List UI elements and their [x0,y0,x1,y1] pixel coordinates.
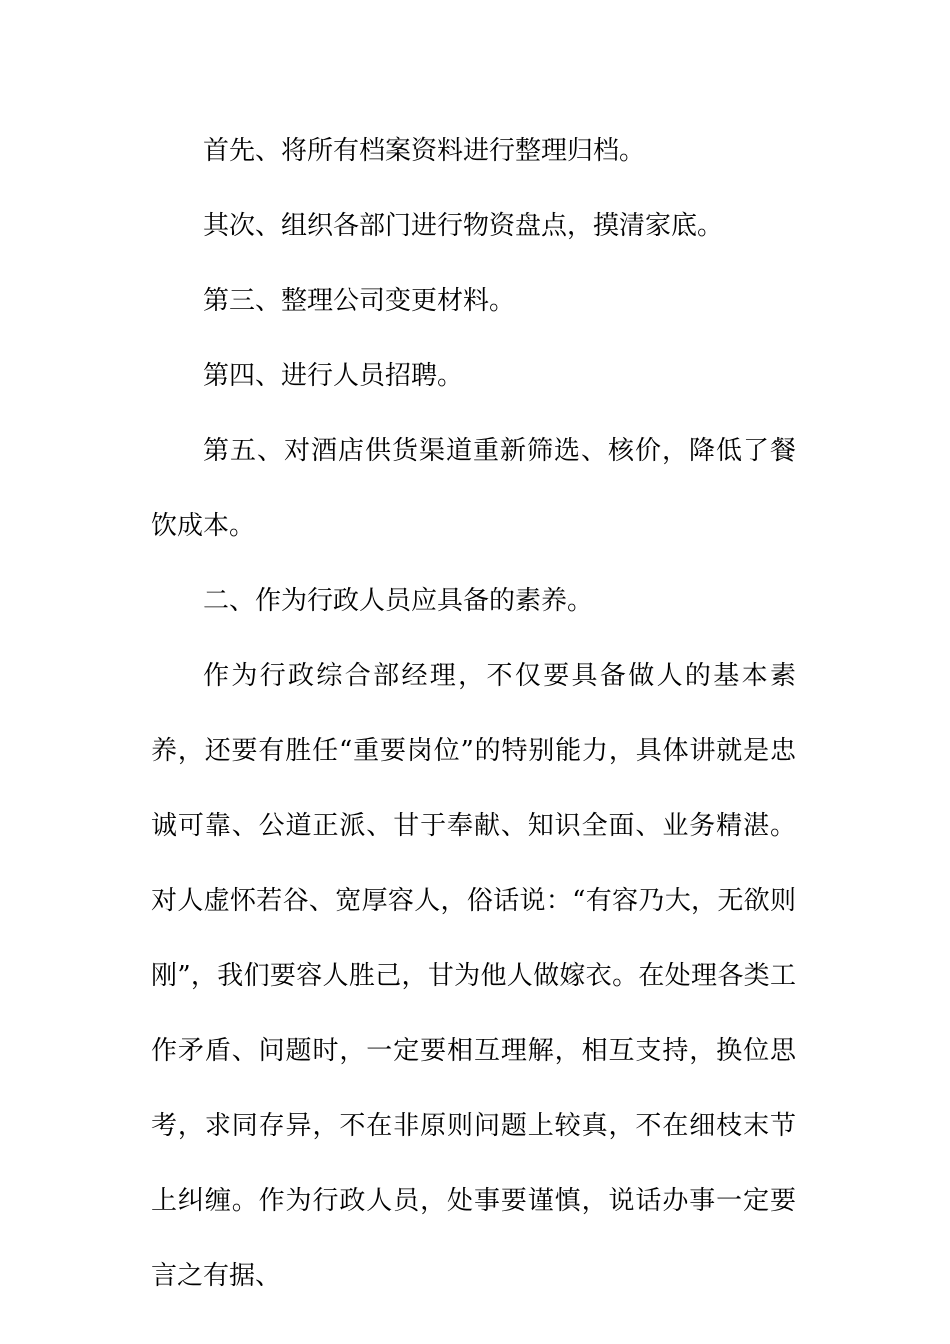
paragraph-inventory: 其次、组织各部门进行物资盘点，摸清家底。 [203,211,724,241]
paragraph-archive: 首先、将所有档案资料进行整理归档。 [203,136,646,166]
section-heading-qualities: 二、作为行政人员应具备的素养。 [203,586,594,616]
paragraph-recruitment: 第四、进行人员招聘。 [203,361,464,391]
paragraph-company-change: 第三、整理公司变更材料。 [203,286,516,316]
document-body [151,114,796,1314]
paragraph-manager-qualities: 作为行政综合部经理，不仅要具备做人的基本素养，还要有胜任“重要岗位”的特别能力，具体讲就是忠诚可靠、公道正派、甘于奉献、知识全面、业务精湛。对人虚怀若谷、宽厚容人，俗话说：“有容乃大，无欲则刚”，我们要容人胜己，甘为他人做嫁衣。在处理各类工作矛盾、问题时，一定要相互理解，相互支持，换位思考，求同存异，不在非原则问题上较真，不在细枝末节上纠缠。作为行政人员，处事要谨慎，说话办事一定要言之有据、 [151,661,796,1291]
paragraph-supply-channel: 第五、对酒店供货渠道重新筛选、核价，降低了餐饮成本。 [151,436,796,541]
